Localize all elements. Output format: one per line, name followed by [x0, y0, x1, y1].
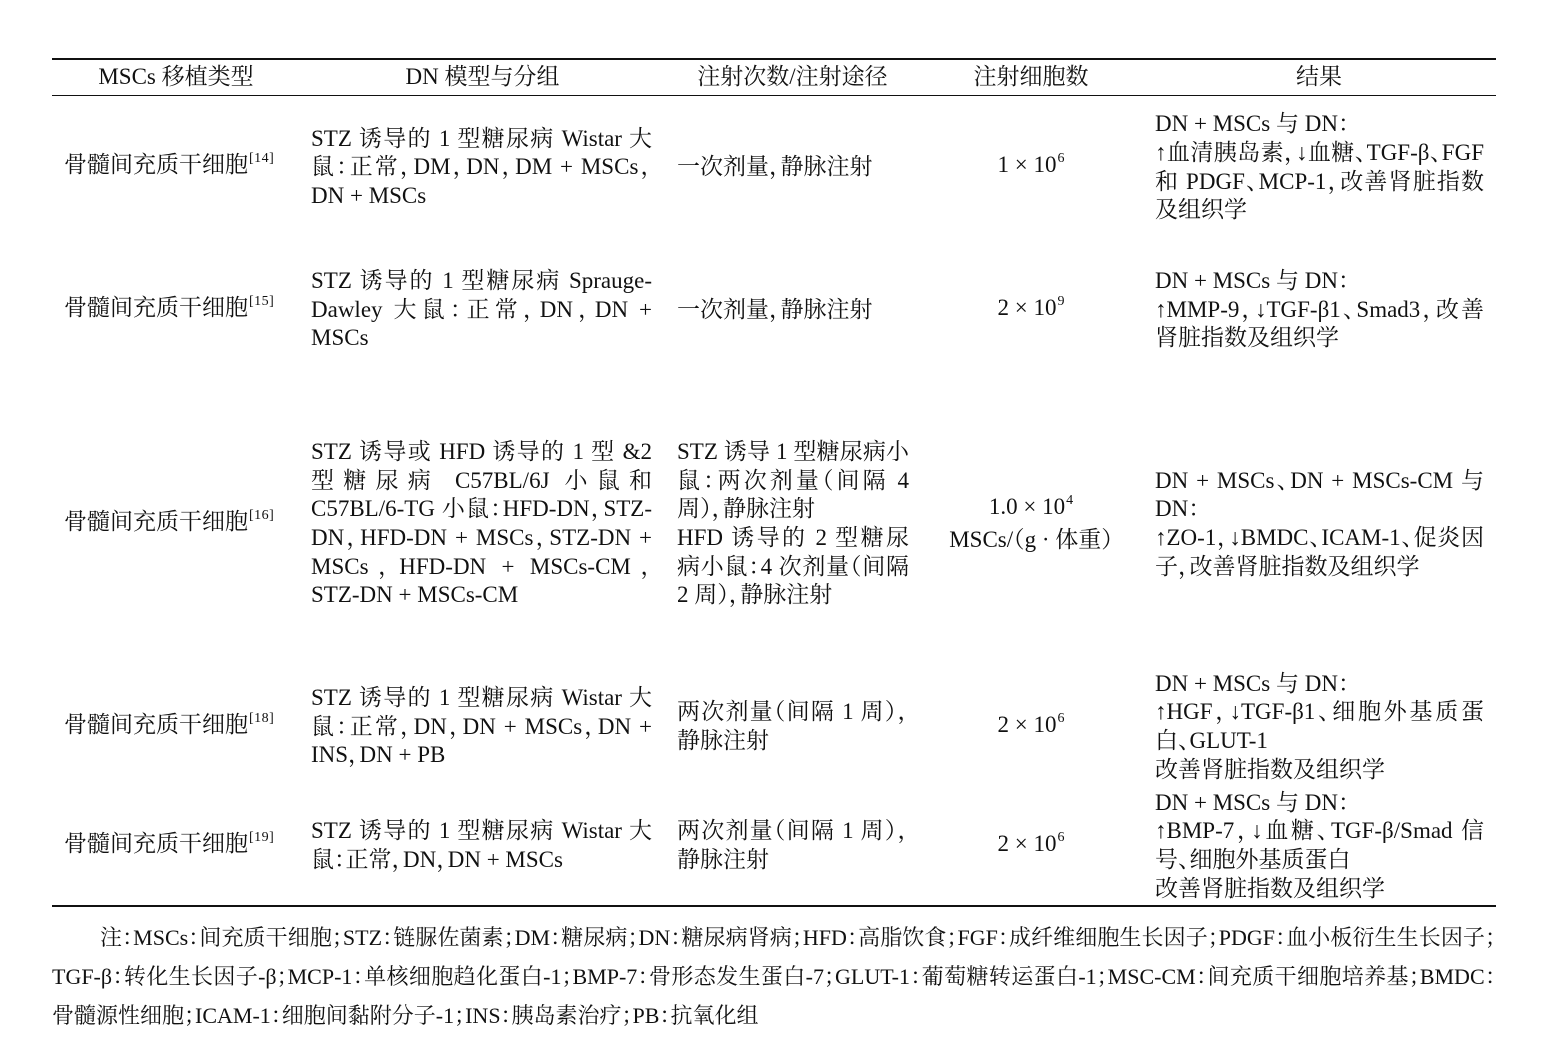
table-row	[52, 667, 1496, 787]
header-cell-count: 注射细胞数	[920, 59, 1142, 96]
cell-result	[1142, 239, 1496, 381]
cell-result	[1142, 381, 1496, 667]
reference-citation: [19]	[249, 829, 275, 845]
table-row	[52, 96, 1496, 240]
cell-injection	[665, 96, 920, 240]
injection-text: HFD 诱导的 2 型糖尿病小鼠：4 次剂量（间隔 2 周），静脉注射	[677, 525, 909, 608]
cell-count-value	[920, 151, 1142, 184]
cell-count-exponent: 6	[1057, 710, 1065, 726]
result-line: DN + MSCs 与 DN：	[1155, 789, 1350, 815]
cell-cell-count	[920, 381, 1142, 667]
cell-count-base: 1.0 × 10	[988, 494, 1066, 520]
reference-citation: [16]	[249, 507, 275, 523]
result-line: ↑MMP-9，↓TGF-β1、Smad3，改善肾脏指数及组织学	[1155, 296, 1484, 351]
msc-type-text: 骨髓间充质干细胞	[64, 711, 248, 737]
cell-result	[1142, 787, 1496, 906]
header-injection: 注射次数/注射途径	[665, 59, 920, 96]
table-row	[52, 239, 1496, 381]
result-line: DN + MSCs 与 DN：	[1155, 670, 1350, 696]
cell-count-value	[920, 830, 1142, 863]
cell-count-exponent: 4	[1066, 493, 1074, 509]
header-dn-model: DN 模型与分组	[300, 59, 665, 96]
cell-count-base: 2 × 10	[997, 711, 1057, 737]
cell-injection	[665, 239, 920, 381]
msc-type-text: 骨髓间充质干细胞	[64, 152, 248, 178]
injection-text: 一次剂量，静脉注射	[677, 296, 873, 322]
msc-type-text: 骨髓间充质干细胞	[64, 294, 248, 320]
msc-transplant-table	[52, 58, 1496, 907]
result-line: 改善肾脏指数及组织学	[1155, 756, 1385, 782]
cell-cell-count	[920, 239, 1142, 381]
cell-count-exponent: 9	[1057, 293, 1065, 309]
cell-msc-type	[52, 239, 300, 381]
result-line: DN + MSCs 与 DN：	[1155, 111, 1350, 137]
cell-dn-model: STZ 诱导的 1 型糖尿病 Wistar 大鼠：正常，DN，DN + MSCs，DN + INS，DN + PB	[311, 685, 652, 768]
cell-dn-model: STZ 诱导的 1 型糖尿病 Wistar 大鼠：正常，DN，DN + MSCs	[311, 818, 652, 872]
reference-citation: [14]	[249, 151, 275, 167]
injection-text: STZ 诱导 1 型糖尿病小鼠：两次剂量（间隔 4 周），静脉注射	[677, 439, 909, 522]
result-line: 改善肾脏指数及组织学	[1155, 875, 1385, 901]
cell-injection	[665, 667, 920, 787]
cell-count-value	[920, 711, 1142, 744]
cell-dn-model: STZ 诱导的 1 型糖尿病 Wistar 大鼠：正常，DM，DN，DM + MSCs，DN + MSCs	[311, 125, 652, 208]
cell-cell-count	[920, 787, 1142, 906]
injection-text: 一次剂量，静脉注射	[677, 154, 873, 180]
result-line: ↑ZO-1，↓BMDC、ICAM-1、促炎因子，改善肾脏指数及组织学	[1155, 525, 1484, 579]
result-line: DN + MSCs 与 DN：	[1155, 268, 1350, 294]
reference-citation: [18]	[249, 710, 275, 726]
header-result: 结果	[1142, 59, 1496, 96]
cell-count-exponent: 6	[1057, 829, 1065, 845]
cell-count-value	[920, 294, 1142, 327]
cell-count-value	[920, 493, 1142, 526]
cell-injection	[665, 787, 920, 906]
msc-type-text: 骨髓间充质干细胞	[64, 830, 248, 856]
injection-text: 两次剂量（间隔 1 周），静脉注射	[677, 699, 909, 753]
result-line: ↑HGF，↓TGF-β1、细胞外基质蛋白、GLUT-1	[1155, 699, 1484, 753]
cell-count-unit: MSCs/（g · 体重）	[949, 527, 1113, 552]
cell-msc-type	[52, 381, 300, 667]
cell-dn-model: STZ 诱导或 HFD 诱导的 1 型 &2 型糖尿病 C57BL/6J 小鼠和 C57BL/6-TG 小鼠：HFD-DN，STZ-DN，HFD-DN + MSCs，STZ-DN + MSCs，HFD-DN + MSCs-CM，STZ-DN + MSCs-CM	[311, 439, 652, 608]
cell-result	[1142, 667, 1496, 787]
cell-cell-count	[920, 667, 1142, 787]
msc-type-text: 骨髓间充质干细胞	[64, 508, 248, 534]
cell-dn-model: STZ 诱导的 1 型糖尿病 Sprauge-Dawley 大鼠：正常，DN，DN + MSCs	[311, 268, 652, 351]
cell-injection	[665, 381, 920, 667]
table-footnote: 注：MSCs：间充质干细胞；STZ：链脲佐菌素；DM：糖尿病；DN：糖尿病肾病；HFD：高脂饮食；FGF：成纤维细胞生长因子；PDGF：血小板衍生生长因子；TGF-β：转化生长因子-β；MCP-1：单核细胞趋化蛋白-1；BMP-7：骨形态发生蛋白-7；GLUT-1：葡萄糖转运蛋白-1；MSC-CM：间充质干细胞培养基；BMDC：骨髓源性细胞；ICAM-1：细胞间黏附分子-1；INS：胰岛素治疗；PB：抗氧化组	[52, 925, 1496, 1028]
table-row	[52, 787, 1496, 906]
result-line: ↑BMP-7，↓血糖、TGF-β/Smad 信号、细胞外基质蛋白	[1155, 818, 1484, 872]
cell-count-base: 1 × 10	[997, 152, 1057, 178]
header-msc-type: MSCs 移植类型	[52, 59, 300, 96]
cell-count-base: 2 × 10	[997, 294, 1057, 320]
cell-count-exponent: 6	[1057, 151, 1065, 167]
cell-cell-count	[920, 96, 1142, 240]
cell-msc-type	[52, 787, 300, 906]
table-header-row	[52, 59, 1496, 96]
cell-msc-type	[52, 667, 300, 787]
table-row	[52, 381, 1496, 667]
reference-citation: [15]	[249, 293, 275, 309]
result-line: DN + MSCs、DN + MSCs-CM 与 DN：	[1155, 467, 1484, 522]
injection-text: 两次剂量（间隔 1 周），静脉注射	[677, 818, 909, 872]
cell-result	[1142, 96, 1496, 240]
result-line: ↑血清胰岛素，↓血糖、TGF-β、FGF 和 PDGF、MCP-1，改善肾脏指数及组织学	[1155, 139, 1484, 223]
cell-count-base: 2 × 10	[997, 830, 1057, 856]
cell-msc-type	[52, 96, 300, 240]
